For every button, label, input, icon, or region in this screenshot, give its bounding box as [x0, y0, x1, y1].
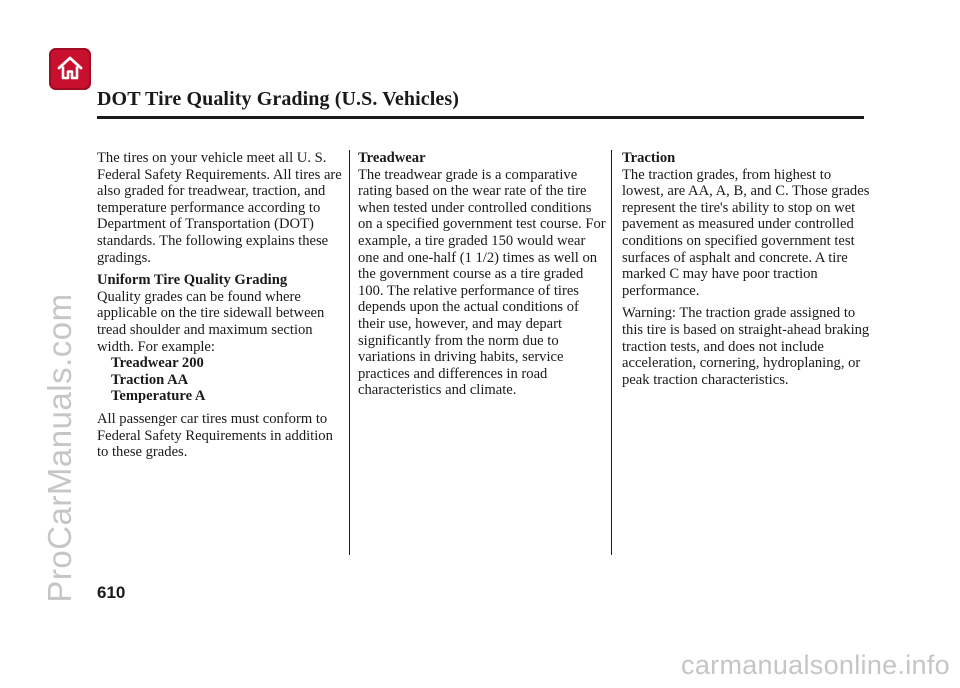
column-intro [97, 150, 345, 467]
traction-section [622, 150, 870, 299]
home-button[interactable] [49, 48, 91, 90]
title-divider [97, 116, 864, 119]
uniform-grading-heading: Uniform Tire Quality Grading [97, 272, 288, 289]
example-treadwear: Treadwear 200 [111, 355, 204, 372]
bottom-watermark: carmanualsonline.info [681, 650, 950, 680]
traction-warning: Warning: The traction grade assigned to this tire is based on straight-ahead braking traction tests, and does not include acceleration, cornering, hydroplaning, or peak traction characteristics. [622, 305, 870, 388]
example-traction: Traction AA [111, 371, 189, 388]
example-temperature: Temperature A [111, 388, 206, 405]
column-divider [611, 150, 612, 555]
treadwear-body: The treadwear grade is a comparative rating based on the wear rate of the tire when tested under controlled conditions on a specified government test course. For example, a tire graded 150 would wear one and one-half (1 1/2) times as well on the government course as a tire graded 100. The relative performance of tires depends upon the actual conditions of their use, however, and may depart significantly from the norm due to variations in driving habits, service practices and differences in road characteristics and climate. [358, 166, 606, 399]
closing-paragraph: All passenger car tires must conform to Federal Safety Requirements in addition to these grades. [97, 410, 333, 461]
page-title: DOT Tire Quality Grading (U.S. Vehicles) [97, 88, 460, 110]
column-divider [349, 150, 350, 555]
intro-paragraph: The tires on your vehicle meet all U. S. Federal Safety Requirements. All tires are also graded for treadwear, traction, and temperature performance according to Department of Transportation (DOT) standards. The following explains these gradings. [97, 150, 342, 266]
traction-body: The traction grades, from highest to lowest, are AA, A, B, and C. Those grades represent the tire's ability to stop on wet pavement as measured under controlled conditions on specified government test surfaces of asphalt and concrete. A tire marked C may have poor traction performance. [622, 166, 870, 299]
treadwear-section [358, 150, 606, 399]
uniform-grading-body: Quality grades can be found where applicable on the tire sidewall between tread shoulder and maximum section width. For example: [97, 288, 325, 355]
treadwear-heading: Treadwear [358, 150, 426, 166]
uniform-grading-section [97, 272, 345, 405]
traction-heading: Traction [622, 150, 676, 166]
column-traction [622, 150, 870, 394]
column-treadwear [358, 150, 606, 405]
page-number: 610 [97, 583, 126, 602]
side-watermark-text: ProCarManuals.com [41, 293, 78, 603]
home-icon [56, 54, 84, 82]
